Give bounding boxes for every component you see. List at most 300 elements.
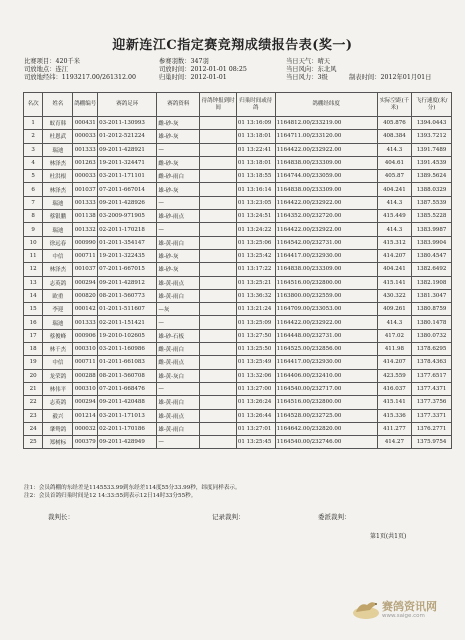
table-row xyxy=(24,329,452,342)
cell-ring: 09-2011-420488 xyxy=(98,396,157,409)
cell-rank: 21 xyxy=(24,382,43,395)
cell-report-time xyxy=(200,329,237,342)
cell-loft-no: 000379 xyxy=(73,436,98,449)
cell-distance: 415.449 xyxy=(377,210,411,223)
cell-distance: 414.3 xyxy=(377,196,411,209)
cell-return-time: 01 13:27:50 xyxy=(236,329,275,342)
cell-name: 瑞迪 xyxy=(43,196,73,209)
cell-bird-info: 雄-黄-雨白 xyxy=(157,422,200,435)
cell-report-time xyxy=(200,170,237,183)
cell-report-time xyxy=(200,369,237,382)
cell-distance: 414.3 xyxy=(377,143,411,156)
table-row xyxy=(24,130,452,143)
cell-coords: 1164516.00/232800.00 xyxy=(275,276,377,289)
cell-bird-info: — xyxy=(157,316,200,329)
cell-bird-info: 雄-黄-雨白 xyxy=(157,289,200,302)
cell-report-time xyxy=(200,276,237,289)
cell-distance: 404.241 xyxy=(377,183,411,196)
table-row xyxy=(24,316,452,329)
cell-distance: 415.141 xyxy=(377,276,411,289)
cell-ring: 09-2011-428921 xyxy=(98,143,157,156)
cell-speed: 1387.5539 xyxy=(412,196,452,209)
cell-report-time xyxy=(200,130,237,143)
cell-report-time xyxy=(200,316,237,329)
cell-bird-info: 雄-黄-雨白 xyxy=(157,236,200,249)
cell-loft-no: 000820 xyxy=(73,289,98,302)
wind-force: 当日风力：3级 xyxy=(286,74,328,81)
entries: 参赛羽数：347羽 xyxy=(159,58,209,65)
cell-report-time xyxy=(200,382,237,395)
cell-distance: 423.559 xyxy=(377,369,411,382)
col-name: 姓名 xyxy=(43,93,73,117)
cell-report-time xyxy=(200,289,237,302)
cell-ring: 01-2011-661083 xyxy=(98,356,157,369)
cell-return-time: 01 13:26:44 xyxy=(236,409,275,422)
cell-return-time: 01 13:25:09 xyxy=(236,316,275,329)
cell-name: 李迎 xyxy=(43,303,73,316)
cell-ring: 03-2009-971905 xyxy=(98,210,157,223)
col-speed: 飞行速度(米/分) xyxy=(412,93,452,117)
cell-name: 杜恩武 xyxy=(43,130,73,143)
cell-report-time xyxy=(200,196,237,209)
cell-loft-no: 000310 xyxy=(73,382,98,395)
cell-loft-no: 001263 xyxy=(73,156,98,169)
cell-bird-info: — xyxy=(157,436,200,449)
cell-coords: 1164422.00/232922.00 xyxy=(275,223,377,236)
cell-name: 瑞迪 xyxy=(43,223,73,236)
cell-speed: 1383.9904 xyxy=(412,236,452,249)
cell-rank: 22 xyxy=(24,396,43,409)
cell-report-time xyxy=(200,143,237,156)
cell-loft-no: 001138 xyxy=(73,210,98,223)
cell-return-time: 01 13:16:14 xyxy=(236,183,275,196)
cell-report-time xyxy=(200,236,237,249)
cell-bird-info: 雄-砂-灰 xyxy=(157,249,200,262)
cell-bird-info: 雌-砂-雨白 xyxy=(157,170,200,183)
cell-bird-info: 雄-砂-灰 xyxy=(157,130,200,143)
cell-report-time xyxy=(200,422,237,435)
table-row xyxy=(24,236,452,249)
cell-rank: 24 xyxy=(24,422,43,435)
cell-name: 欧重 xyxy=(43,289,73,302)
cell-report-time xyxy=(200,117,237,130)
cell-rank: 6 xyxy=(24,183,43,196)
cell-speed: 1394.0443 xyxy=(412,117,452,130)
table-row xyxy=(24,156,452,169)
cell-speed: 1378.6295 xyxy=(412,343,452,356)
cell-speed: 1391.7489 xyxy=(412,143,452,156)
table-row xyxy=(24,249,452,262)
cell-loft-no: 000294 xyxy=(73,276,98,289)
cell-bird-info: — xyxy=(157,382,200,395)
cell-coords: 1164525.00/232856.00 xyxy=(275,343,377,356)
cell-name: 蚁育韩 xyxy=(43,117,73,130)
table-row xyxy=(24,409,452,422)
signature-referee: 裁判长： xyxy=(48,513,74,521)
release-coords: 司放地经纬：1193217.00/261312.00 xyxy=(24,74,137,81)
cell-speed: 1388.0329 xyxy=(412,183,452,196)
col-ring: 赛鸽足环 xyxy=(98,93,157,117)
cell-name: 林泽杰 xyxy=(43,156,73,169)
col-return-time: 归巢时间或待鸽 xyxy=(236,93,275,117)
cell-name: 毅兴 xyxy=(43,409,73,422)
cell-coords: 1164422.00/232922.00 xyxy=(275,316,377,329)
table-row xyxy=(24,263,452,276)
cell-rank: 11 xyxy=(24,249,43,262)
cell-ring: 09-2011-428926 xyxy=(98,196,157,209)
cell-name: 中信 xyxy=(43,356,73,369)
cell-coords: 1164422.00/232922.00 xyxy=(275,196,377,209)
cell-coords: 1164417.00/232930.00 xyxy=(275,356,377,369)
cell-loft-no: 000310 xyxy=(73,343,98,356)
cell-speed: 1380.0732 xyxy=(412,329,452,342)
cell-loft-no: 000033 xyxy=(73,170,98,183)
cell-report-time xyxy=(200,223,237,236)
cell-speed: 1393.7212 xyxy=(412,130,452,143)
cell-speed: 1377.4371 xyxy=(412,382,452,395)
cell-bird-info: 雄-砂-石板 xyxy=(157,329,200,342)
cell-ring: 03-2011-160986 xyxy=(98,343,157,356)
cell-bird-info: — xyxy=(157,143,200,156)
note-1: 注1：会员鸽棚的东经差是1145533.99到东经差114度55分33.99秒，纬度同样表示。 xyxy=(24,485,241,491)
cell-speed: 1377.3371 xyxy=(412,409,452,422)
cell-return-time: 01 13:16:09 xyxy=(236,117,275,130)
cell-bird-info: 雄-黄-雨白 xyxy=(157,396,200,409)
cell-name: 徐远春 xyxy=(43,236,73,249)
cell-return-time: 01 13:22:41 xyxy=(236,143,275,156)
cell-bird-info: 雌-砂-灰 xyxy=(157,117,200,130)
cell-return-time: 01 13:25:45 xyxy=(236,436,275,449)
cell-distance: 408.384 xyxy=(377,130,411,143)
cell-rank: 15 xyxy=(24,303,43,316)
cell-ring: 19-2011-324471 xyxy=(98,156,157,169)
cell-loft-no: 000294 xyxy=(73,396,98,409)
cell-name: 肇鸳鸽 xyxy=(43,422,73,435)
cell-rank: 12 xyxy=(24,263,43,276)
weather: 当日天气：晴天 xyxy=(286,58,331,65)
cell-name: 蔡银鹏 xyxy=(43,210,73,223)
cell-loft-no: 001214 xyxy=(73,409,98,422)
cell-speed: 1391.4539 xyxy=(412,156,452,169)
pigeon-logo-icon xyxy=(350,596,382,622)
note-2: 注2：会员首鸽归巢时间是12 14:33:55到表示12日14时33分55秒。 xyxy=(24,493,197,499)
table-row xyxy=(24,382,452,395)
signature-committee: 委派裁判： xyxy=(318,513,351,521)
cell-ring: 08-2011-560773 xyxy=(98,289,157,302)
results-table xyxy=(23,92,452,449)
cell-report-time xyxy=(200,263,237,276)
table-row xyxy=(24,289,452,302)
cell-report-time xyxy=(200,156,237,169)
cell-bird-info: — xyxy=(157,223,200,236)
cell-rank: 14 xyxy=(24,289,43,302)
cell-ring: 07-2011-667014 xyxy=(98,183,157,196)
cell-ring: 09-2011-428912 xyxy=(98,276,157,289)
cell-rank: 1 xyxy=(24,117,43,130)
cell-rank: 13 xyxy=(24,276,43,289)
cell-coords: 1164812.00/233219.00 xyxy=(275,117,377,130)
cell-speed: 1375.9754 xyxy=(412,436,452,449)
cell-return-time: 01 13:17:22 xyxy=(236,263,275,276)
cell-bird-info: 雌-黄-雨点 xyxy=(157,356,200,369)
cell-bird-info: 雄-砂-灰 xyxy=(157,263,200,276)
cell-coords: 1164540.00/232717.00 xyxy=(275,382,377,395)
cell-bird-info: — xyxy=(157,196,200,209)
cell-ring: 19-2011-322435 xyxy=(98,249,157,262)
cell-speed: 1381.3047 xyxy=(412,289,452,302)
cell-coords: 1164528.00/232725.00 xyxy=(275,409,377,422)
cell-return-time: 01 13:36:32 xyxy=(236,289,275,302)
cell-report-time xyxy=(200,183,237,196)
cell-name: 志英鸽 xyxy=(43,396,73,409)
cell-return-time: 01 13:21:24 xyxy=(236,303,275,316)
cell-report-time xyxy=(200,436,237,449)
cell-return-time: 01 13:18:55 xyxy=(236,170,275,183)
cell-name: 郑树标 xyxy=(43,436,73,449)
cell-distance: 415.312 xyxy=(377,236,411,249)
cell-return-time: 01 13:23:05 xyxy=(236,196,275,209)
cell-name: 龙荣鸽 xyxy=(43,369,73,382)
cell-coords: 1164838.00/233309.00 xyxy=(275,183,377,196)
col-rank: 名次 xyxy=(24,93,43,117)
table-row xyxy=(24,196,452,209)
cell-ring: 02-2011-170186 xyxy=(98,422,157,435)
cell-name: 林泽杰 xyxy=(43,263,73,276)
return-date: 归巢时间：2012-01-01 xyxy=(159,74,227,81)
cell-ring: 01-2011-354147 xyxy=(98,236,157,249)
cell-bird-info: 雌-砂-灰 xyxy=(157,156,200,169)
cell-name: 中信 xyxy=(43,249,73,262)
cell-speed: 1383.9987 xyxy=(412,223,452,236)
cell-speed: 1380.8759 xyxy=(412,303,452,316)
cell-ring: 09-2011-428949 xyxy=(98,436,157,449)
cell-return-time: 01 13:18:01 xyxy=(236,130,275,143)
cell-distance: 411.98 xyxy=(377,343,411,356)
cell-name: 林千杰 xyxy=(43,343,73,356)
table-row xyxy=(24,369,452,382)
cell-return-time: 01 13:25:49 xyxy=(236,356,275,369)
cell-speed: 1382.6492 xyxy=(412,263,452,276)
cell-speed: 1377.3756 xyxy=(412,396,452,409)
table-row xyxy=(24,143,452,156)
cell-distance: 404.61 xyxy=(377,156,411,169)
cell-loft-no: 000711 xyxy=(73,356,98,369)
table-row xyxy=(24,436,452,449)
cell-rank: 16 xyxy=(24,316,43,329)
cell-ring: 08-2011-560708 xyxy=(98,369,157,382)
table-row xyxy=(24,396,452,409)
cell-rank: 20 xyxy=(24,369,43,382)
cell-coords: 1164542.00/232731.00 xyxy=(275,236,377,249)
cell-report-time xyxy=(200,356,237,369)
cell-coords: 1164642.00/232820.00 xyxy=(275,422,377,435)
cell-return-time: 01 13:18:01 xyxy=(236,156,275,169)
cell-ring: 02-2011-170218 xyxy=(98,223,157,236)
cell-report-time xyxy=(200,249,237,262)
table-row xyxy=(24,183,452,196)
cell-coords: 1164709.00/233053.00 xyxy=(275,303,377,316)
table-row xyxy=(24,210,452,223)
cell-coords: 1164448.00/232731.00 xyxy=(275,329,377,342)
cell-coords: 1164352.00/232720.00 xyxy=(275,210,377,223)
cell-coords: 1164406.00/232410.00 xyxy=(275,369,377,382)
cell-loft-no: 000906 xyxy=(73,329,98,342)
cell-report-time xyxy=(200,210,237,223)
cell-distance: 414.27 xyxy=(377,436,411,449)
cell-speed: 1382.1908 xyxy=(412,276,452,289)
cell-name: 林泽杰 xyxy=(43,183,73,196)
cell-distance: 405.87 xyxy=(377,170,411,183)
table-row xyxy=(24,422,452,435)
col-coords: 鸽棚经纬度 xyxy=(275,93,377,117)
cell-distance: 417.02 xyxy=(377,329,411,342)
cell-report-time xyxy=(200,343,237,356)
cell-distance: 430.322 xyxy=(377,289,411,302)
cell-ring: 01-2012-521224 xyxy=(98,130,157,143)
cell-return-time: 01 13:26:24 xyxy=(236,396,275,409)
cell-ring: 03-2011-171013 xyxy=(98,409,157,422)
cell-return-time: 01 13:25:06 xyxy=(236,236,275,249)
table-row xyxy=(24,343,452,356)
cell-bird-info: 雄-黄-雨点 xyxy=(157,276,200,289)
cell-loft-no: 001332 xyxy=(73,223,98,236)
cell-loft-no: 000431 xyxy=(73,117,98,130)
cell-ring: 07-2011-667015 xyxy=(98,263,157,276)
cell-rank: 8 xyxy=(24,210,43,223)
table-row xyxy=(24,303,452,316)
cell-ring: 19-2010-102605 xyxy=(98,329,157,342)
watermark-text: 赛鸽资讯网 xyxy=(382,600,437,613)
cell-speed: 1385.5228 xyxy=(412,210,452,223)
cell-distance: 404.241 xyxy=(377,263,411,276)
cell-bird-info: 雄-砂-灰 xyxy=(157,183,200,196)
cell-distance: 409.261 xyxy=(377,303,411,316)
col-report-time: 待鸽钟报到时间 xyxy=(200,93,237,117)
cell-rank: 10 xyxy=(24,236,43,249)
page-number: 第1页(共1页) xyxy=(370,533,407,540)
cell-ring: 02-2011-151421 xyxy=(98,316,157,329)
cell-distance: 414.3 xyxy=(377,316,411,329)
cell-rank: 18 xyxy=(24,343,43,356)
cell-name: 杜洪根 xyxy=(43,170,73,183)
cell-name: 蔡俊峰 xyxy=(43,329,73,342)
cell-coords: 1164838.00/233309.00 xyxy=(275,263,377,276)
cell-coords: 1164417.00/232930.00 xyxy=(275,249,377,262)
cell-ring: 01-2011-511607 xyxy=(98,303,157,316)
cell-return-time: 01 13:25:21 xyxy=(236,276,275,289)
cell-bird-info: 雄-砂-雨点 xyxy=(157,210,200,223)
cell-speed: 1377.6517 xyxy=(412,369,452,382)
cell-distance: 414.3 xyxy=(377,223,411,236)
table-row xyxy=(24,356,452,369)
cell-loft-no: 001037 xyxy=(73,183,98,196)
cell-rank: 2 xyxy=(24,130,43,143)
report-title: 迎新连江C指定赛竞翔成绩报告表(奖一) xyxy=(112,38,353,53)
release-time: 司放时间：2012-01-01 08:25 xyxy=(159,66,247,73)
cell-ring: 07-2011-668476 xyxy=(98,382,157,395)
cell-return-time: 01 13:32:06 xyxy=(236,369,275,382)
table-row xyxy=(24,223,452,236)
cell-loft-no: 000142 xyxy=(73,303,98,316)
cell-bird-info: —灰 xyxy=(157,303,200,316)
cell-distance: 411.277 xyxy=(377,422,411,435)
cell-coords: 1164422.00/232922.00 xyxy=(275,143,377,156)
cell-bird-info: 雄-黄-灰白 xyxy=(157,369,200,382)
cell-bird-info: 雄-黄-雨点 xyxy=(157,409,200,422)
cell-speed: 1376.2771 xyxy=(412,422,452,435)
watermark-url: www.saige.com xyxy=(382,613,425,619)
cell-report-time xyxy=(200,409,237,422)
cell-speed: 1380.4547 xyxy=(412,249,452,262)
cell-distance: 414.207 xyxy=(377,249,411,262)
signature-recorder: 记录裁判： xyxy=(212,513,245,521)
cell-distance: 415.141 xyxy=(377,396,411,409)
cell-report-time xyxy=(200,303,237,316)
cell-rank: 25 xyxy=(24,436,43,449)
cell-rank: 7 xyxy=(24,196,43,209)
cell-coords: 1164744.00/233059.00 xyxy=(275,170,377,183)
cell-loft-no: 001333 xyxy=(73,316,98,329)
cell-loft-no: 000711 xyxy=(73,249,98,262)
race-distance: 比赛项目：420千米 xyxy=(24,58,81,65)
cell-name: 林伟平 xyxy=(43,382,73,395)
cell-return-time: 01 13:24:51 xyxy=(236,210,275,223)
cell-ring: 03-2011-130993 xyxy=(98,117,157,130)
cell-loft-no: 001333 xyxy=(73,196,98,209)
cell-return-time: 01 13:27:00 xyxy=(236,382,275,395)
cell-coords: 1163800.00/232559.00 xyxy=(275,289,377,302)
cell-rank: 4 xyxy=(24,156,43,169)
cell-rank: 9 xyxy=(24,223,43,236)
cell-rank: 3 xyxy=(24,143,43,156)
cell-return-time: 01 13:24:22 xyxy=(236,223,275,236)
table-body xyxy=(24,117,452,449)
cell-loft-no: 001333 xyxy=(73,143,98,156)
table-row xyxy=(24,276,452,289)
cell-rank: 19 xyxy=(24,356,43,369)
col-distance: 实际空距(千米) xyxy=(377,93,411,117)
cell-rank: 17 xyxy=(24,329,43,342)
cell-distance: 415.336 xyxy=(377,409,411,422)
cell-name: 志英鸽 xyxy=(43,276,73,289)
cell-loft-no: 000033 xyxy=(73,130,98,143)
col-bird-info: 赛鸽资料 xyxy=(157,93,200,117)
cell-speed: 1380.1478 xyxy=(412,316,452,329)
cell-rank: 5 xyxy=(24,170,43,183)
cell-coords: 1164540.00/232746.00 xyxy=(275,436,377,449)
table-header xyxy=(24,93,452,117)
cell-coords: 1164838.00/233309.00 xyxy=(275,156,377,169)
cell-speed: 1389.5624 xyxy=(412,170,452,183)
wind-direction: 当日风向：东北风 xyxy=(286,66,337,73)
release-site: 司放地点：连江 xyxy=(24,66,69,73)
cell-speed: 1378.4363 xyxy=(412,356,452,369)
cell-report-time xyxy=(200,396,237,409)
cell-distance: 405.876 xyxy=(377,117,411,130)
cell-return-time: 01 13:25:50 xyxy=(236,343,275,356)
table-row xyxy=(24,170,452,183)
cell-bird-info: 雌-黄-雨白 xyxy=(157,343,200,356)
cell-coords: 1164711.00/233120.00 xyxy=(275,130,377,143)
cell-coords: 1164516.00/232800.00 xyxy=(275,396,377,409)
cell-name: 瑞迪 xyxy=(43,143,73,156)
cell-loft-no: 001037 xyxy=(73,263,98,276)
col-loft-no: 鸽棚编号 xyxy=(73,93,98,117)
report-date: 制表时间：2012年01月01日 xyxy=(349,74,432,81)
cell-return-time: 01 13:25:42 xyxy=(236,249,275,262)
cell-loft-no: 000032 xyxy=(73,422,98,435)
cell-distance: 414.207 xyxy=(377,356,411,369)
